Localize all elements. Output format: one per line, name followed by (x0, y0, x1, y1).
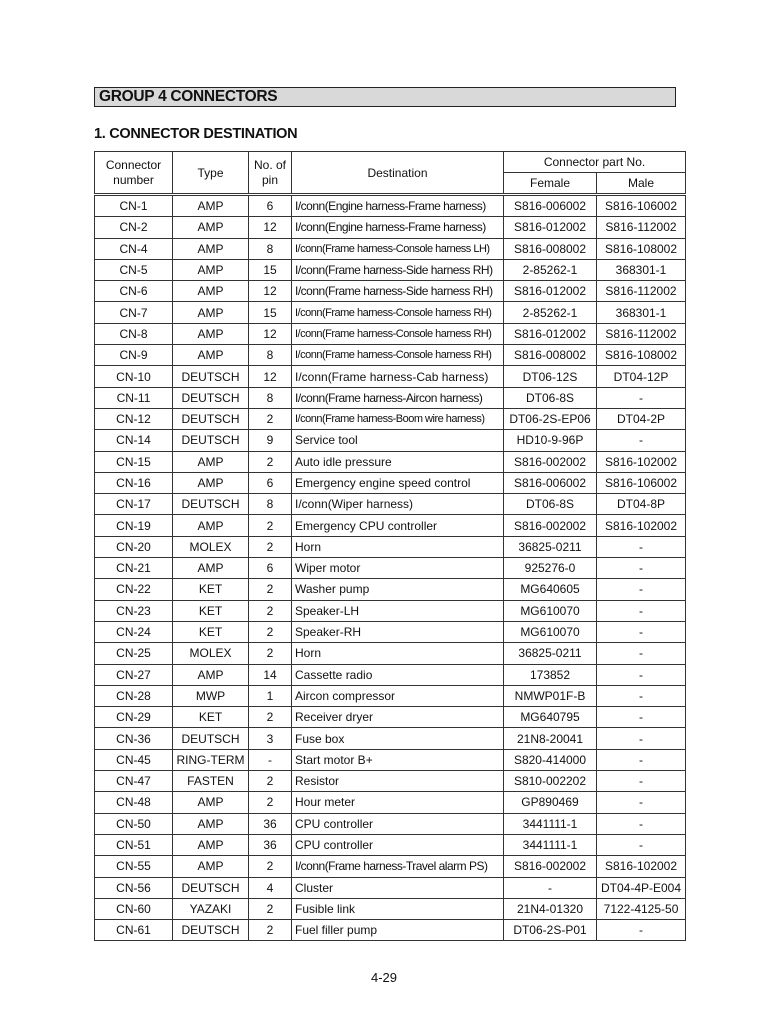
cell-destination: Speaker-LH (292, 600, 504, 621)
table-row (95, 345, 686, 366)
table-row (95, 792, 686, 813)
cell-male-part: DT04-8P (597, 494, 686, 515)
cell-female-part: DT06-2S-P01 (504, 920, 597, 941)
cell-pin-count: 12 (249, 281, 292, 302)
cell-male-part: S816-102002 (597, 515, 686, 536)
table-row (95, 813, 686, 834)
cell-connector-number: CN-55 (95, 856, 173, 877)
cell-female-part: S816-002002 (504, 515, 597, 536)
cell-male-part: - (597, 749, 686, 770)
cell-type: AMP (173, 195, 249, 217)
cell-female-part: MG640795 (504, 707, 597, 728)
cell-connector-number: CN-1 (95, 195, 173, 217)
cell-type: DEUTSCH (173, 920, 249, 941)
cell-type: KET (173, 621, 249, 642)
cell-female-part: MG610070 (504, 600, 597, 621)
cell-pin-count: 2 (249, 408, 292, 429)
cell-male-part: - (597, 664, 686, 685)
table-row (95, 238, 686, 259)
cell-destination: Emergency engine speed control (292, 472, 504, 493)
cell-type: RING-TERM (173, 749, 249, 770)
cell-female-part: 2-85262-1 (504, 259, 597, 280)
cell-destination: Emergency CPU controller (292, 515, 504, 536)
cell-connector-number: CN-15 (95, 451, 173, 472)
cell-female-part: HD10-9-96P (504, 430, 597, 451)
header-connector-number: Connector number (95, 152, 173, 195)
table-row (95, 579, 686, 600)
cell-type: AMP (173, 259, 249, 280)
cell-type: AMP (173, 515, 249, 536)
header-destination: Destination (292, 152, 504, 195)
table-row (95, 451, 686, 472)
cell-destination: Hour meter (292, 792, 504, 813)
cell-pin-count: 2 (249, 920, 292, 941)
cell-female-part: S816-002002 (504, 856, 597, 877)
cell-pin-count: 6 (249, 472, 292, 493)
cell-destination: Fusible link (292, 898, 504, 919)
table-row (95, 834, 686, 855)
table-row (95, 387, 686, 408)
cell-pin-count: - (249, 749, 292, 770)
cell-pin-count: 4 (249, 877, 292, 898)
cell-male-part: S816-108002 (597, 345, 686, 366)
cell-female-part: MG640605 (504, 579, 597, 600)
cell-type: YAZAKI (173, 898, 249, 919)
cell-female-part: S810-002202 (504, 771, 597, 792)
cell-male-part: S816-102002 (597, 856, 686, 877)
cell-connector-number: CN-29 (95, 707, 173, 728)
cell-male-part: S816-112002 (597, 281, 686, 302)
cell-pin-count: 9 (249, 430, 292, 451)
table-row (95, 877, 686, 898)
cell-male-part: 368301-1 (597, 259, 686, 280)
cell-destination: Wiper motor (292, 558, 504, 579)
cell-destination: Horn (292, 643, 504, 664)
cell-male-part: - (597, 813, 686, 834)
table-row (95, 494, 686, 515)
cell-destination: I/conn(Wiper harness) (292, 494, 504, 515)
cell-pin-count: 8 (249, 238, 292, 259)
cell-connector-number: CN-24 (95, 621, 173, 642)
connector-rows (95, 195, 686, 941)
cell-connector-number: CN-17 (95, 494, 173, 515)
cell-type: AMP (173, 856, 249, 877)
cell-male-part: - (597, 834, 686, 855)
cell-connector-number: CN-22 (95, 579, 173, 600)
cell-pin-count: 15 (249, 259, 292, 280)
cell-destination: I/conn(Engine harness-Frame harness) (292, 217, 504, 238)
table-row (95, 643, 686, 664)
table-row (95, 600, 686, 621)
cell-female-part: S816-012002 (504, 281, 597, 302)
cell-male-part: 7122-4125-50 (597, 898, 686, 919)
cell-connector-number: CN-14 (95, 430, 173, 451)
cell-connector-number: CN-19 (95, 515, 173, 536)
cell-pin-count: 1 (249, 685, 292, 706)
cell-connector-number: CN-27 (95, 664, 173, 685)
cell-destination: CPU controller (292, 834, 504, 855)
cell-type: AMP (173, 834, 249, 855)
cell-type: AMP (173, 792, 249, 813)
table-row (95, 621, 686, 642)
cell-female-part: 36825-0211 (504, 536, 597, 557)
cell-type: MOLEX (173, 536, 249, 557)
cell-pin-count: 14 (249, 664, 292, 685)
cell-pin-count: 2 (249, 856, 292, 877)
cell-female-part: DT06-8S (504, 494, 597, 515)
cell-connector-number: CN-50 (95, 813, 173, 834)
cell-type: KET (173, 579, 249, 600)
table-row (95, 856, 686, 877)
cell-male-part: 368301-1 (597, 302, 686, 323)
cell-type: KET (173, 600, 249, 621)
cell-pin-count: 2 (249, 451, 292, 472)
table-row (95, 259, 686, 280)
cell-connector-number: CN-48 (95, 792, 173, 813)
cell-pin-count: 6 (249, 558, 292, 579)
cell-male-part: - (597, 685, 686, 706)
cell-pin-count: 2 (249, 898, 292, 919)
table-row (95, 515, 686, 536)
cell-female-part: S816-006002 (504, 195, 597, 217)
cell-male-part: - (597, 430, 686, 451)
cell-connector-number: CN-51 (95, 834, 173, 855)
header-no-of-pin: No. of pin (249, 152, 292, 195)
cell-type: MWP (173, 685, 249, 706)
cell-male-part: S816-102002 (597, 451, 686, 472)
cell-connector-number: CN-61 (95, 920, 173, 941)
cell-destination: I/conn(Frame harness-Console harness RH) (292, 323, 504, 344)
cell-connector-number: CN-11 (95, 387, 173, 408)
cell-destination: Speaker-RH (292, 621, 504, 642)
group-title: GROUP 4 CONNECTORS (94, 87, 676, 107)
cell-type: AMP (173, 813, 249, 834)
cell-type: AMP (173, 281, 249, 302)
cell-connector-number: CN-60 (95, 898, 173, 919)
cell-pin-count: 2 (249, 600, 292, 621)
cell-type: AMP (173, 345, 249, 366)
cell-type: DEUTSCH (173, 494, 249, 515)
cell-destination: I/conn(Frame harness-Console harness RH) (292, 302, 504, 323)
cell-pin-count: 8 (249, 387, 292, 408)
cell-pin-count: 12 (249, 323, 292, 344)
cell-connector-number: CN-12 (95, 408, 173, 429)
cell-pin-count: 2 (249, 579, 292, 600)
table-row (95, 771, 686, 792)
cell-pin-count: 2 (249, 621, 292, 642)
cell-type: AMP (173, 558, 249, 579)
cell-female-part: MG610070 (504, 621, 597, 642)
cell-type: KET (173, 707, 249, 728)
cell-pin-count: 2 (249, 792, 292, 813)
cell-female-part: 3441111-1 (504, 813, 597, 834)
cell-type: AMP (173, 451, 249, 472)
cell-destination: I/conn(Engine harness-Frame harness) (292, 195, 504, 217)
cell-destination: I/conn(Frame harness-Console harness RH) (292, 345, 504, 366)
cell-pin-count: 2 (249, 536, 292, 557)
table-row (95, 728, 686, 749)
cell-female-part: 925276-0 (504, 558, 597, 579)
cell-destination: Cassette radio (292, 664, 504, 685)
cell-male-part: - (597, 792, 686, 813)
section-title: 1. CONNECTOR DESTINATION (94, 126, 298, 142)
cell-destination: Service tool (292, 430, 504, 451)
cell-connector-number: CN-20 (95, 536, 173, 557)
cell-male-part: S816-106002 (597, 472, 686, 493)
cell-type: AMP (173, 302, 249, 323)
cell-destination: Start motor B+ (292, 749, 504, 770)
table-row (95, 195, 686, 217)
cell-female-part: GP890469 (504, 792, 597, 813)
cell-male-part: S816-112002 (597, 323, 686, 344)
cell-male-part: - (597, 536, 686, 557)
table-row (95, 749, 686, 770)
cell-destination: I/conn(Frame harness-Travel alarm PS) (292, 856, 504, 877)
cell-male-part: - (597, 579, 686, 600)
cell-female-part: 36825-0211 (504, 643, 597, 664)
table-row (95, 920, 686, 941)
cell-male-part: DT04-12P (597, 366, 686, 387)
cell-male-part: - (597, 707, 686, 728)
cell-type: MOLEX (173, 643, 249, 664)
cell-male-part: - (597, 771, 686, 792)
cell-pin-count: 3 (249, 728, 292, 749)
cell-destination: Fuse box (292, 728, 504, 749)
page-number: 4-29 (370, 970, 398, 985)
cell-destination: Cluster (292, 877, 504, 898)
cell-destination: I/conn(Frame harness-Cab harness) (292, 366, 504, 387)
cell-male-part: - (597, 600, 686, 621)
cell-female-part: NMWP01F-B (504, 685, 597, 706)
table-row (95, 536, 686, 557)
cell-connector-number: CN-2 (95, 217, 173, 238)
cell-pin-count: 15 (249, 302, 292, 323)
table-row (95, 366, 686, 387)
table-row (95, 472, 686, 493)
cell-connector-number: CN-7 (95, 302, 173, 323)
header-part-no: Connector part No. (504, 152, 686, 173)
cell-destination: Horn (292, 536, 504, 557)
table-row (95, 430, 686, 451)
cell-pin-count: 12 (249, 217, 292, 238)
cell-connector-number: CN-23 (95, 600, 173, 621)
cell-destination: I/conn(Frame harness-Side harness RH) (292, 281, 504, 302)
cell-type: AMP (173, 238, 249, 259)
cell-destination: CPU controller (292, 813, 504, 834)
table-row (95, 685, 686, 706)
cell-male-part: - (597, 387, 686, 408)
cell-female-part: 21N4-01320 (504, 898, 597, 919)
cell-female-part: S816-008002 (504, 345, 597, 366)
cell-pin-count: 2 (249, 643, 292, 664)
cell-connector-number: CN-4 (95, 238, 173, 259)
cell-female-part: S816-008002 (504, 238, 597, 259)
table-row (95, 217, 686, 238)
cell-type: DEUTSCH (173, 387, 249, 408)
cell-connector-number: CN-36 (95, 728, 173, 749)
cell-male-part: DT04-2P (597, 408, 686, 429)
cell-type: DEUTSCH (173, 877, 249, 898)
cell-connector-number: CN-56 (95, 877, 173, 898)
cell-pin-count: 8 (249, 345, 292, 366)
cell-female-part: - (504, 877, 597, 898)
cell-female-part: 21N8-20041 (504, 728, 597, 749)
cell-female-part: S816-012002 (504, 323, 597, 344)
header-type: Type (173, 152, 249, 195)
cell-pin-count: 6 (249, 195, 292, 217)
cell-connector-number: CN-6 (95, 281, 173, 302)
cell-male-part: - (597, 728, 686, 749)
cell-connector-number: CN-47 (95, 771, 173, 792)
cell-female-part: S816-002002 (504, 451, 597, 472)
table-row (95, 281, 686, 302)
cell-male-part: - (597, 920, 686, 941)
cell-pin-count: 36 (249, 813, 292, 834)
cell-connector-number: CN-25 (95, 643, 173, 664)
cell-type: FASTEN (173, 771, 249, 792)
cell-male-part: S816-106002 (597, 195, 686, 217)
table-row (95, 707, 686, 728)
table-row (95, 408, 686, 429)
cell-type: DEUTSCH (173, 366, 249, 387)
cell-pin-count: 12 (249, 366, 292, 387)
cell-male-part: DT04-4P-E004 (597, 877, 686, 898)
cell-destination: I/conn(Frame harness-Boom wire harness) (292, 408, 504, 429)
cell-pin-count: 36 (249, 834, 292, 855)
cell-destination: I/conn(Frame harness-Side harness RH) (292, 259, 504, 280)
cell-pin-count: 2 (249, 707, 292, 728)
cell-male-part: S816-108002 (597, 238, 686, 259)
cell-female-part: S820-414000 (504, 749, 597, 770)
cell-connector-number: CN-28 (95, 685, 173, 706)
cell-pin-count: 8 (249, 494, 292, 515)
connector-table (94, 151, 686, 941)
cell-female-part: 3441111-1 (504, 834, 597, 855)
cell-connector-number: CN-45 (95, 749, 173, 770)
cell-female-part: 173852 (504, 664, 597, 685)
cell-connector-number: CN-9 (95, 345, 173, 366)
cell-destination: Auto idle pressure (292, 451, 504, 472)
cell-connector-number: CN-8 (95, 323, 173, 344)
cell-type: AMP (173, 664, 249, 685)
table-row (95, 664, 686, 685)
cell-male-part: - (597, 558, 686, 579)
header-male: Male (597, 173, 686, 195)
cell-female-part: S816-006002 (504, 472, 597, 493)
cell-pin-count: 2 (249, 515, 292, 536)
table-row (95, 302, 686, 323)
cell-type: DEUTSCH (173, 430, 249, 451)
cell-type: DEUTSCH (173, 408, 249, 429)
cell-type: AMP (173, 472, 249, 493)
cell-destination: Resistor (292, 771, 504, 792)
cell-connector-number: CN-5 (95, 259, 173, 280)
cell-destination: Washer pump (292, 579, 504, 600)
cell-type: DEUTSCH (173, 728, 249, 749)
cell-female-part: 2-85262-1 (504, 302, 597, 323)
cell-male-part: - (597, 621, 686, 642)
cell-destination: Fuel filler pump (292, 920, 504, 941)
cell-male-part: S816-112002 (597, 217, 686, 238)
cell-destination: I/conn(Frame harness-Aircon harness) (292, 387, 504, 408)
table-row (95, 558, 686, 579)
cell-type: AMP (173, 323, 249, 344)
table-row (95, 898, 686, 919)
cell-destination: Receiver dryer (292, 707, 504, 728)
cell-female-part: DT06-2S-EP06 (504, 408, 597, 429)
cell-type: AMP (173, 217, 249, 238)
cell-destination: Aircon compressor (292, 685, 504, 706)
cell-female-part: DT06-8S (504, 387, 597, 408)
cell-female-part: DT06-12S (504, 366, 597, 387)
cell-connector-number: CN-21 (95, 558, 173, 579)
cell-destination: I/conn(Frame harness-Console harness LH) (292, 238, 504, 259)
cell-male-part: - (597, 643, 686, 664)
header-female: Female (504, 173, 597, 195)
cell-connector-number: CN-10 (95, 366, 173, 387)
cell-female-part: S816-012002 (504, 217, 597, 238)
cell-pin-count: 2 (249, 771, 292, 792)
table-row (95, 323, 686, 344)
cell-connector-number: CN-16 (95, 472, 173, 493)
